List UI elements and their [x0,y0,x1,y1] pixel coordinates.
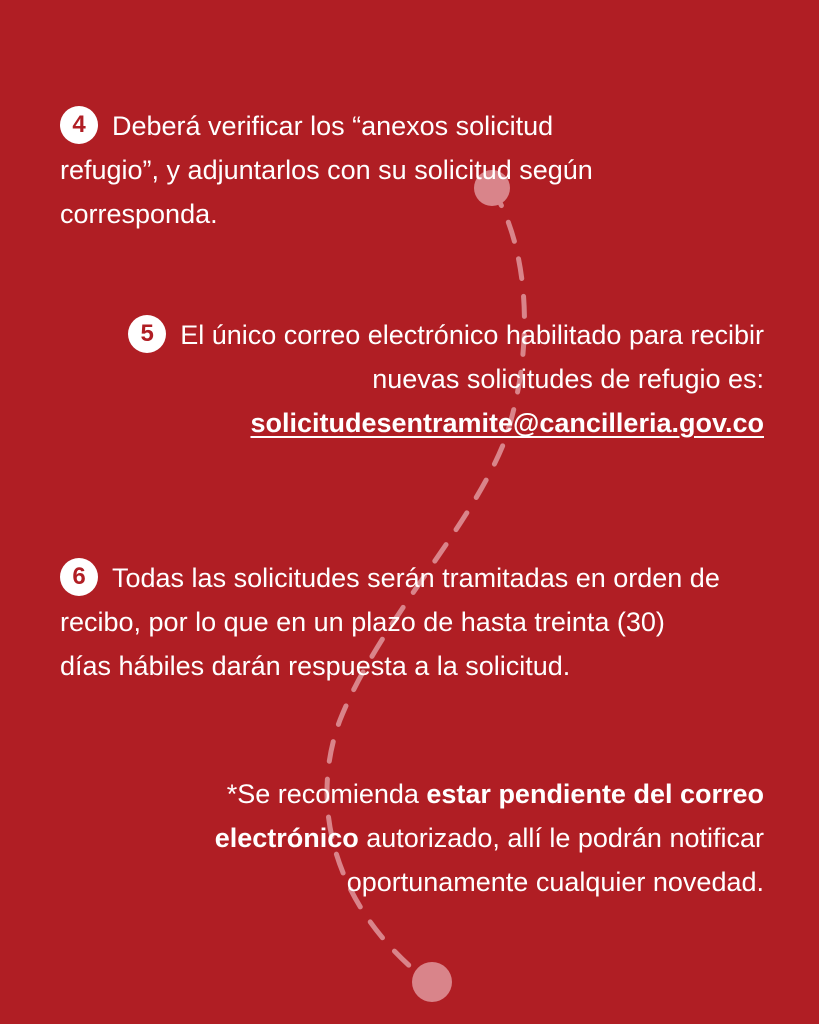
note-suffix: autorizado, allí le podrán notificar oportunamente cualquier novedad. [346,823,764,897]
note-bold: estar pendiente del correo electrónico [214,779,764,853]
step-4-text: Deberá verificar los “anexos solicitud refugio”, y adjuntarlos con su solicitud según corresponda. [60,111,593,229]
step-number-badge: 5 [128,315,166,353]
step-5 [84,313,764,445]
path-end-dot [412,962,452,1002]
step-5-text: El único correo electrónico habilitado para recibir nuevas solicitudes de refugio es: [180,320,764,394]
email-link[interactable]: solicitudesentramite@cancilleria.gov.co [250,408,764,438]
step-6-text: Todas las solicitudes serán tramitadas en orden de recibo, por lo que en un plazo de hasta treinta (30) días hábiles darán respuesta a la solicitud. [60,563,720,681]
step-number-badge: 6 [60,558,98,596]
recommendation-note [204,772,764,904]
step-4 [60,104,640,236]
step-number-badge: 4 [60,106,98,144]
step-6 [60,556,720,688]
note-prefix: *Se recomienda [226,779,427,809]
